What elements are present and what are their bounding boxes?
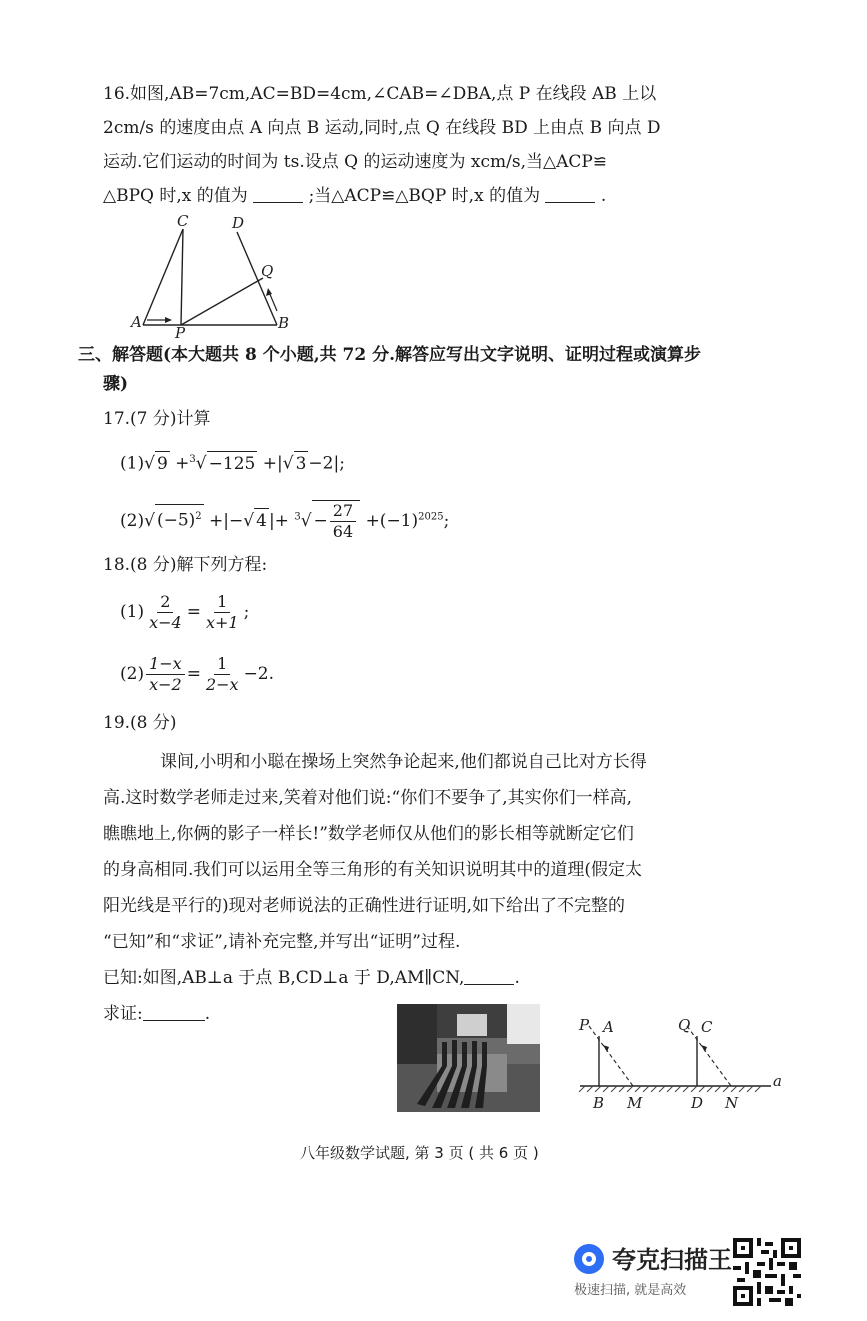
q19-prove-text: 求证: <box>103 1004 143 1024</box>
q19-known-end: . <box>514 968 520 988</box>
q18-p1-end: ; <box>243 602 250 622</box>
q19-para-3: 瞧瞧地上,你俩的影子一样长!”数学老师仅从他们的影长相等就断定它们 <box>103 824 634 844</box>
q19-photo <box>397 1004 540 1116</box>
q17-p1-radicand-c: 3 <box>294 451 309 476</box>
q19-label-p: P <box>579 1016 590 1034</box>
page-footer: 八年级数学试题, 第 3 页 ( 共 6 页 ) <box>300 1144 539 1162</box>
q17-p1-abs-open: +| <box>262 453 283 474</box>
q19-known-blank[interactable] <box>464 966 514 985</box>
q17-p2-radicand-a: (−5) <box>156 511 196 531</box>
q16-label-d: D <box>232 214 245 232</box>
q16-line-4c: . <box>600 186 607 206</box>
q18-title: 18.(8 分)解下列方程: <box>103 555 268 575</box>
q18-p1-label: (1) <box>120 602 145 622</box>
q17-p2-label: (2) <box>120 511 145 531</box>
q17-p2-power-exp: 2025 <box>418 511 444 523</box>
q19-prove-end: . <box>204 1004 211 1024</box>
q19-para-1: 课间,小明和小聪在操场上突然争论起来,他们都说自己比对方长得 <box>160 752 647 772</box>
q16-answer-blank-1[interactable] <box>253 184 303 203</box>
q17-p2-radicand-b: 4 <box>254 508 269 533</box>
q17-p2-frac-num: 27 <box>330 501 356 522</box>
q18-p2-left-num: 1−x <box>146 654 185 675</box>
q19-label-a: A <box>603 1018 614 1036</box>
q19-known-text: 已知:如图,AB⊥a 于点 B,CD⊥a 于 D,AM∥CN, <box>103 968 465 988</box>
q19-label-c: C <box>701 1018 713 1036</box>
q17-p2-exp: 2 <box>195 511 202 523</box>
q19-prove-blank[interactable] <box>143 1002 205 1021</box>
section-3-heading-line-2: 骤) <box>103 374 129 394</box>
watermark-brand: 夸克扫描王 <box>612 1246 732 1274</box>
q16-line-2: 2cm/s 的速度由点 A 向点 B 运动,同时,点 Q 在线段 BD 上由点 B 向点 D <box>103 118 661 138</box>
q17-p2-end: ; <box>443 511 450 531</box>
qr-code-icon <box>733 1238 801 1310</box>
q18-p2-end: −2. <box>243 664 275 684</box>
q19-label-m: M <box>627 1094 643 1112</box>
q16-label-c: C <box>177 212 189 230</box>
q17-title: 17.(7 分)计算 <box>103 409 211 429</box>
q18-p2-right-den: 2−x <box>205 675 239 694</box>
q16-line-4a: △BPQ 时,x 的值为 <box>103 186 248 206</box>
q19-para-2: 高.这时数学老师走过来,笑着对他们说:“你们不要争了,其实你们一样高, <box>103 788 633 808</box>
watermark-slogan: 极速扫描, 就是高效 <box>574 1283 687 1298</box>
q17-p1-tail: −2|; <box>308 453 345 474</box>
q19-label-b: B <box>593 1094 605 1112</box>
q17-p2-root-index: 3 <box>294 511 301 523</box>
q19-prove <box>103 1002 210 1026</box>
q18-p2-right-num: 1 <box>214 654 230 675</box>
q16-line-1: 16.如图,AB=7cm,AC=BD=4cm,∠CAB=∠DBA,点 P 在线段 AB 上以 <box>103 84 657 104</box>
q17-p2-abs-open: +|− <box>209 511 244 531</box>
q17-part-2: (2)√ $(-5)^2$ +|−√ 4 |+ $^3$√ − $\frac{27}{64}$ $+(-1)^{2025}$; <box>120 501 450 541</box>
q19-label-d: D <box>691 1094 704 1112</box>
q16-label-q: Q <box>261 262 274 280</box>
q19-para-6: “已知”和“求证”,请补充完整,并写出“证明”过程. <box>103 932 461 952</box>
q17-p2-frac-den: 64 <box>332 522 354 541</box>
q18-p2-label: (2) <box>120 664 145 684</box>
q17-p1-root-index: 3 <box>189 454 196 465</box>
quark-logo-icon <box>574 1244 604 1274</box>
q17-p1-label: (1) <box>120 453 145 474</box>
q19-label-q: Q <box>678 1016 691 1034</box>
section-3-heading-line-1: 三、解答题(本大题共 8 个小题,共 72 分.解答应写出文字说明、证明过程或演算步 <box>78 345 702 365</box>
q16-answer-blank-2[interactable] <box>545 184 595 203</box>
q19-label-a-line: a <box>773 1072 782 1090</box>
q16-label-b: B <box>278 314 290 332</box>
q16-label-a: A <box>131 313 142 331</box>
q18-p1-left-num: 2 <box>157 592 173 613</box>
q16-line-4b: ;当△ACP≌△BQP 时,x 的值为 <box>308 186 541 206</box>
q19-known <box>103 966 520 990</box>
q17-p1-radicand-a: 9 <box>155 451 170 476</box>
q17-part-1: (1)√ 9 +$^3$√ −125 +|√ 3 −2|; <box>120 448 345 476</box>
q16-line-4 <box>103 184 606 208</box>
q16-line-3: 运动.它们运动的时间为 ts.设点 Q 的运动速度为 xcm/s,当△ACP≌ <box>103 152 608 172</box>
q19-title: 19.(8 分) <box>103 713 177 733</box>
q17-p1-radicand-b: −125 <box>207 451 258 476</box>
q18-part-2: (2) $\frac{1-x}{x-2}$ = $\frac{1}{2-x}$ −2. <box>120 654 275 694</box>
q18-p2-left-den: x−2 <box>149 675 182 694</box>
q16-figure <box>125 212 300 344</box>
q18-p1-right-num: 1 <box>214 592 230 613</box>
q18-p1-right-den: x+1 <box>205 613 239 632</box>
q17-p2-power-base: +(−1) <box>365 511 419 531</box>
q19-para-5: 阳光线是平行的)现对老师说法的正确性进行证明,如下给出了不完整的 <box>103 896 626 916</box>
q19-para-4: 的身高相同.我们可以运用全等三角形的有关知识说明其中的道理(假定太 <box>103 860 643 880</box>
q18-part-1: (1) $\frac{2}{x-4}$ = $\frac{1}{x+1}$ ; <box>120 592 250 632</box>
q18-p1-left-den: x−4 <box>149 613 182 632</box>
q19-label-n: N <box>725 1094 739 1112</box>
q16-label-p: P <box>175 324 186 340</box>
q17-p2-abs-close: |+ <box>268 511 289 531</box>
q19-figure <box>575 1012 785 1116</box>
